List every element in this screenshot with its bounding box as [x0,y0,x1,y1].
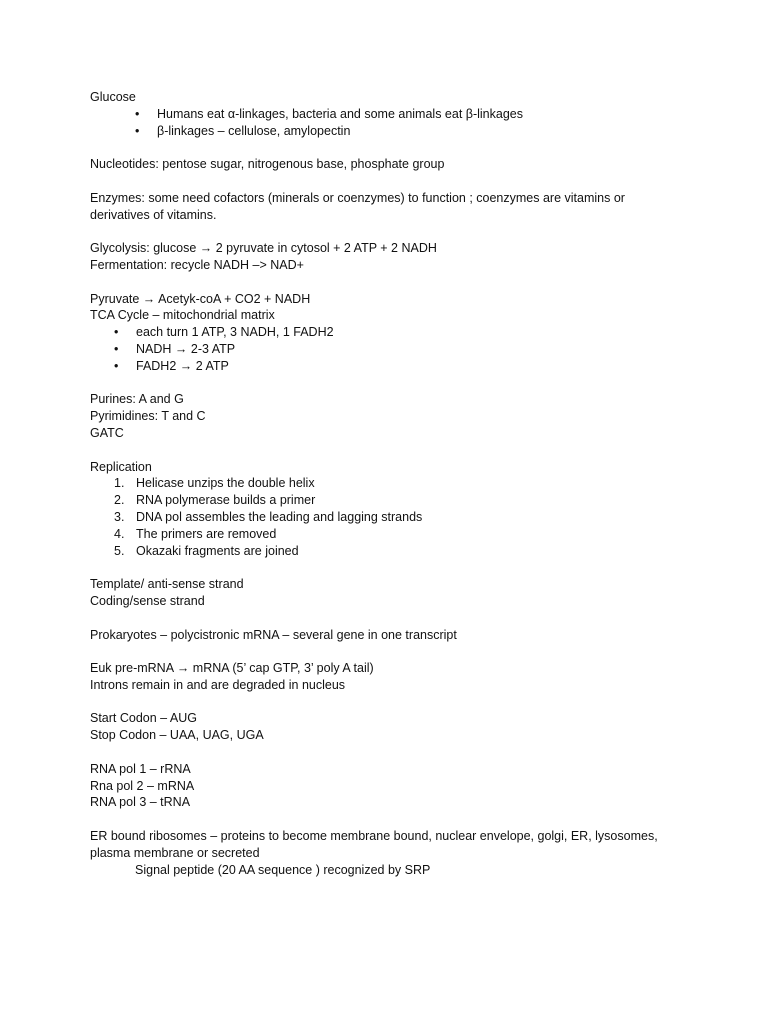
list-item [90,509,690,526]
template-strand-line: Template/ anti-sense strand [90,577,244,592]
list-number: 5. [114,543,125,558]
euk-line-1: Euk pre-mRNA → mRNA (5’ cap GTP, 3’ poly A tail) [90,661,374,676]
purines-line: Purines: A and G [90,392,184,407]
list-item [90,543,690,560]
list-item [90,123,690,140]
tca-bullet-3: FADH2 → 2 ATP [136,358,229,373]
list-item [90,106,690,123]
rna-pol-1-line: RNA pol 1 – rRNA [90,761,191,776]
er-line-1: ER bound ribosomes – proteins to become membrane bound, nuclear envelope, golgi, ER, lysosomes, [90,829,658,844]
list-number: 3. [114,509,125,524]
list-item [90,324,690,341]
bullet-icon: • [114,325,119,340]
nucleotides-line: Nucleotides: pentose sugar, nitrogenous base, phosphate group [90,157,445,172]
notes-body [90,89,690,878]
pyruvate-line: Pyruvate → Acetyk-coA + CO2 + NADH [90,291,311,306]
er-line-3: Signal peptide (20 AA sequence ) recognized by SRP [135,862,431,877]
list-item [90,492,690,509]
er-line-2: plasma membrane or secreted [90,845,260,860]
list-item [90,526,690,543]
pyrimidines-line: Pyrimidines: T and C [90,409,206,424]
bullet-icon: • [135,123,140,138]
replication-step: The primers are removed [136,526,277,541]
rna-pol-2-line: Rna pol 2 – mRNA [90,778,195,793]
replication-step: Helicase unzips the double helix [136,476,315,491]
replication-heading: Replication [90,459,152,474]
list-number: 1. [114,476,125,491]
enzymes-line-2: derivatives of vitamins. [90,207,217,222]
glucose-heading: Glucose [90,90,136,104]
rna-pol-3-line: RNA pol 3 – tRNA [90,795,191,810]
tca-bullet-1: each turn 1 ATP, 3 NADH, 1 FADH2 [136,325,334,340]
replication-step: DNA pol assembles the leading and lagging strands [136,509,423,524]
coding-strand-line: Coding/sense strand [90,593,205,608]
list-item [90,358,690,375]
bullet-icon: • [135,106,140,121]
prokaryotes-line: Prokaryotes – polycistronic mRNA – several gene in one transcript [90,627,457,642]
bullet-icon: • [114,358,119,373]
glucose-bullet-1: Humans eat α-linkages, bacteria and some animals eat β-linkages [157,106,523,121]
list-item [90,341,690,358]
glycolysis-line: Glycolysis: glucose → 2 pyruvate in cytosol + 2 ATP + 2 NADH [90,241,437,256]
replication-step: RNA polymerase builds a primer [136,493,316,508]
stop-codon-line: Stop Codon – UAA, UAG, UGA [90,728,264,743]
gatc-line: GATC [90,425,124,440]
tca-bullet-2: NADH → 2-3 ATP [136,341,236,356]
start-codon-line: Start Codon – AUG [90,711,198,726]
tca-heading: TCA Cycle – mitochondrial matrix [90,308,275,323]
list-number: 4. [114,526,125,541]
list-item [90,475,690,492]
bullet-icon: • [114,341,119,356]
enzymes-line-1: Enzymes: some need cofactors (minerals or coenzymes) to function ; coenzymes are vitamins or [90,190,625,205]
replication-step: Okazaki fragments are joined [136,543,299,558]
list-number: 2. [114,493,125,508]
glucose-bullet-2: β-linkages – cellulose, amylopectin [157,123,351,138]
euk-line-2: Introns remain in and are degraded in nucleus [90,677,346,692]
fermentation-line: Fermentation: recycle NADH –> NAD+ [90,257,304,272]
